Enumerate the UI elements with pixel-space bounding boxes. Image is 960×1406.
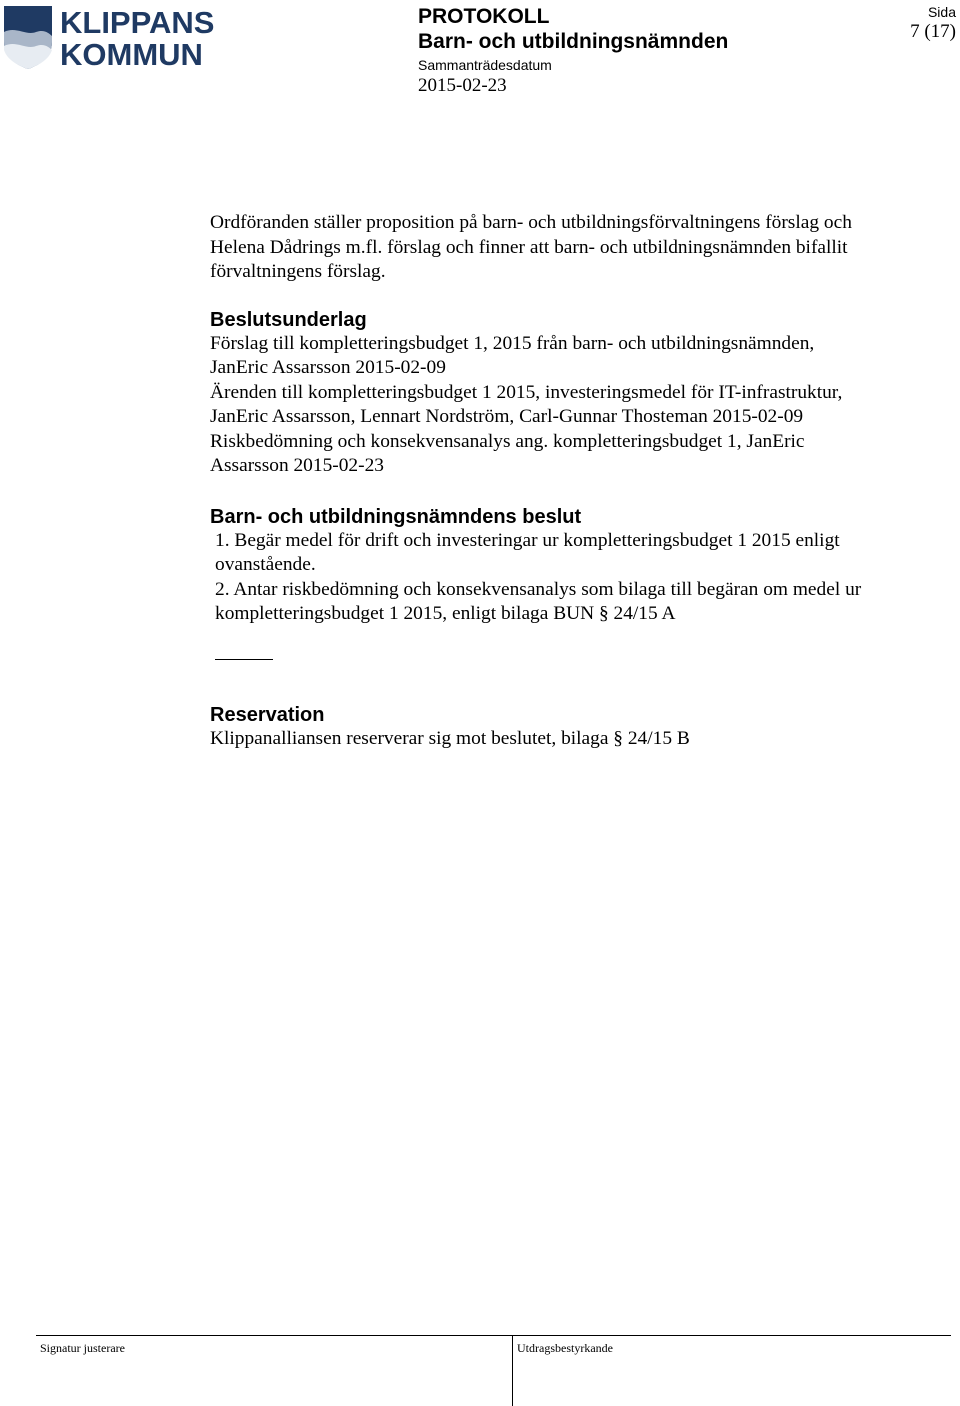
basis-line: Ärenden till kompletteringsbudget 1 2015, investeringsmedel för IT-infrastruktur, [210,381,843,403]
page-number: 7 (17) [910,21,956,42]
board-name: Barn- och utbildningsnämnden [418,30,729,53]
klippans-kommun-logo [2,2,218,70]
basis-line: Assarsson 2015-02-23 [210,455,384,476]
page-label: Sida [927,4,956,20]
footer-divider [512,1335,513,1406]
meeting-date-label: Sammanträdesdatum [418,57,552,73]
decision-heading: Barn- och utbildningsnämndens beslut [210,505,582,528]
protocol-body [210,211,930,751]
section-divider [215,659,273,660]
intro-line: Ordföranden ställer proposition på barn- och utbildningsförvaltningens förslag och [210,212,852,233]
intro-line: Helena Dådrings m.fl. förslag och finner att barn- och utbildningsnämnden bifallit [210,236,848,258]
basis-line: Riskbedömning och konsekvensanalys ang. kompletteringsbudget 1, JanEric [210,430,805,452]
decision-line: 1. Begär medel för drift och investeringar ur kompletteringsbudget 1 2015 enligt [215,529,840,551]
svg-text:KLIPPANS: KLIPPANS [60,5,215,40]
basis-line: JanEric Assarsson 2015-02-09 [210,357,446,378]
reservation-heading: Reservation [210,703,325,726]
document-header [418,4,728,98]
footer-rule [36,1335,951,1336]
decision-line: kompletteringsbudget 1 2015, enligt bilaga BUN § 24/15 A [215,603,676,624]
municipality-shield-icon [2,2,218,70]
decision-line: 2. Antar riskbedömning och konsekvensanalys som bilaga till begäran om medel ur [215,578,862,600]
signature-field-label: Signatur justerare [40,1341,125,1355]
reservation-text: Klippanalliansen reserverar sig mot beslutet, bilaga § 24/15 B [210,727,690,749]
meeting-date: 2015-02-23 [418,75,507,96]
basis-heading: Beslutsunderlag [210,308,367,331]
decision-line: ovanstående. [215,554,316,575]
basis-line: Förslag till kompletteringsbudget 1, 2015 från barn- och utbildningsnämnden, [210,332,815,354]
intro-line: förvaltningens förslag. [210,261,386,282]
document-type: PROTOKOLL [418,5,550,28]
extract-certification-label: Utdragsbestyrkande [517,1341,613,1355]
svg-text:KOMMUN: KOMMUN [60,37,203,70]
basis-line: JanEric Assarsson, Lennart Nordström, Carl-Gunnar Thosteman 2015-02-09 [210,406,804,427]
